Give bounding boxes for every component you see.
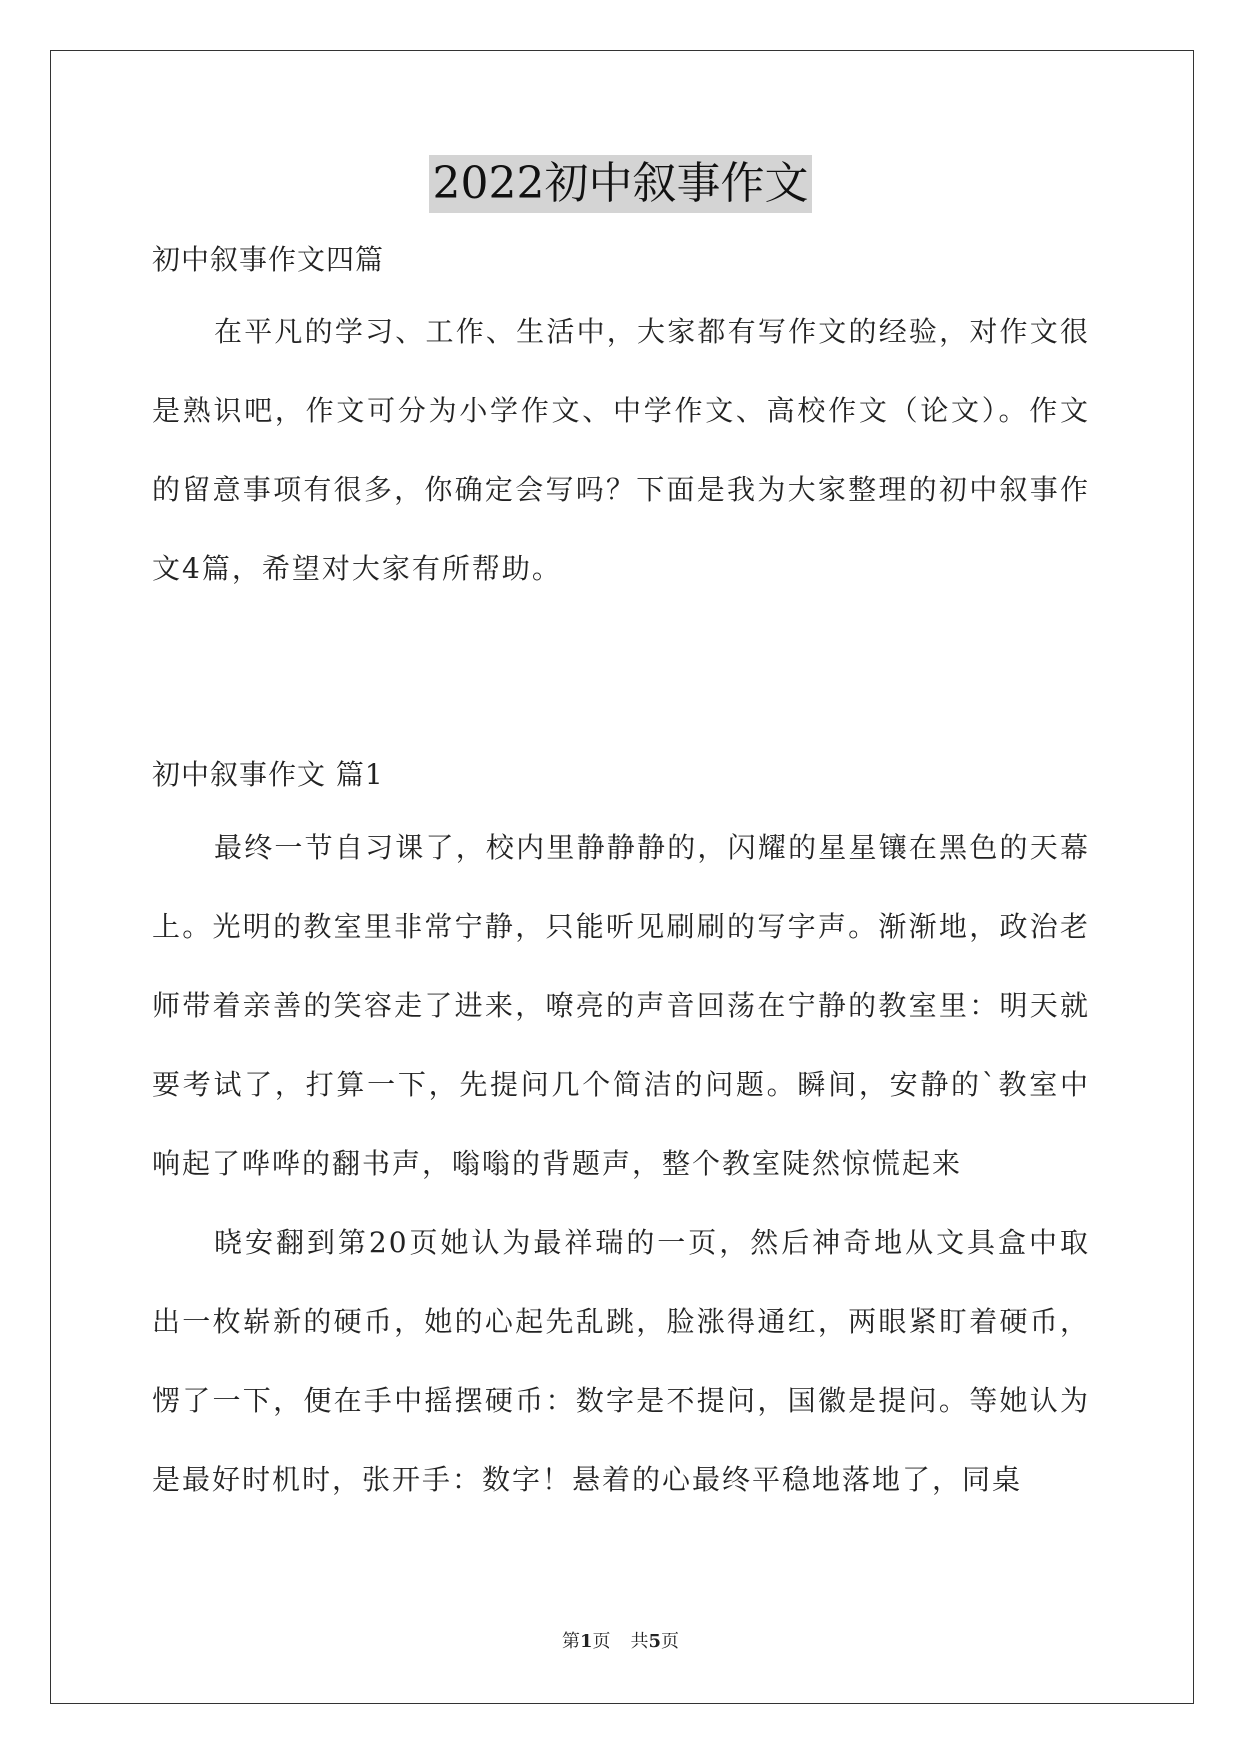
section-1-paragraph-1: 最终一节自习课了，校内里静静静的，闪耀的星星镶在黑色的天幕上。光明的教室里非常宁静，只能听见刷刷的写字声。渐渐地，政治老师带着亲善的笑容走了进来，嘹亮的声音回荡在宁静的教室里：明天就要考试了，打算一下，先提问几个简洁的问题。瞬间，安静的`教室中响起了哗哗的翻书声，嗡嗡的背题声，整个教室陡然惊慌起来: [152, 831, 1090, 1180]
title-wrap: [0, 155, 1241, 213]
page-footer: [0, 1630, 1241, 1654]
footer-page-total: 5: [648, 1631, 662, 1652]
section-1-paragraph-2: 晓安翻到第20页她认为最祥瑞的一页，然后神奇地从文具盒中取出一枚崭新的硬币，她的心起先乱跳，脸涨得通红，两眼紧盯着硬币，愣了一下，便在手中摇摆硬币：数字是不提问，国徽是提问。等她认为是最好时机时，张开手：数字！悬着的心最终平稳地落地了，同桌: [152, 1226, 1090, 1496]
footer-total-suffix: 页: [661, 1631, 680, 1652]
document-subtitle: 初中叙事作文四篇: [152, 243, 385, 276]
footer-page-current: 1: [579, 1631, 593, 1652]
intro-paragraph: 在平凡的学习、工作、生活中，大家都有写作文的经验，对作文很是熟识吧，作文可分为小学作文、中学作文、高校作文（论文）。作文的留意事项有很多，你确定会写吗？下面是我为大家整理的初中叙事作文4篇，希望对大家有所帮助。: [152, 315, 1090, 585]
footer-total-prefix: 共: [630, 1631, 649, 1652]
footer-page-mid: 页: [592, 1631, 611, 1652]
section-1-heading: 初中叙事作文 篇1: [152, 758, 384, 791]
footer-page-prefix: 第: [561, 1631, 580, 1652]
document-title: 2022初中叙事作文: [429, 155, 813, 213]
